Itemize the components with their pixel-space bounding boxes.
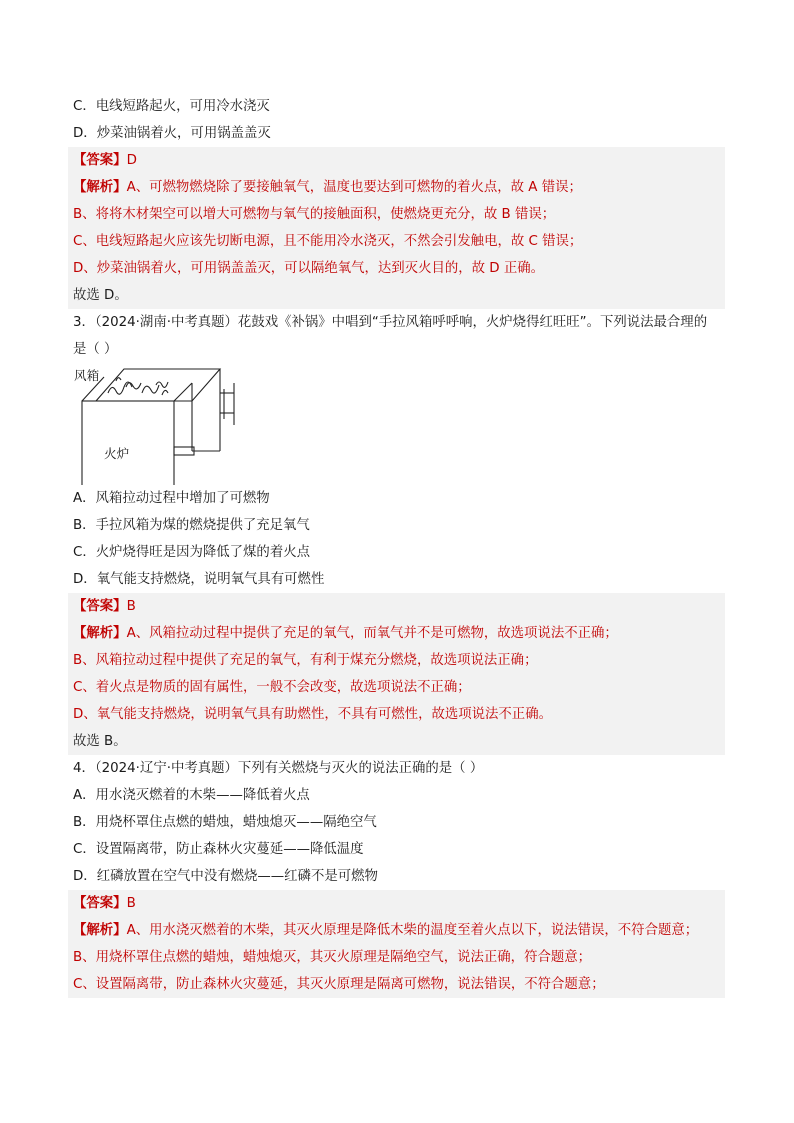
analysis-line: B、将将木材架空可以增大可燃物与氧气的接触面积，使燃烧更充分，故 B 错误； [73,207,556,222]
analysis-tag: 【解析】 [73,180,127,195]
bellows-furnace-figure [72,363,242,485]
q3-option-d: D．氧气能支持燃烧，说明氧气具有可燃性 [73,572,325,587]
q3-stem-line1: 3．（2024·湖南·中考真题）花鼓戏《补锅》中唱到“手拉风箱呼呼响，火炉烧得红旺旺”。下列说法最合理的 [73,315,708,330]
q3-option-c: C．火炉烧得旺是因为降低了煤的着火点 [73,545,310,560]
analysis-line: A、风箱拉动过程中提供了充足的氧气，而氧气并不是可燃物，故选项说法不正确； [126,626,618,641]
analysis-line: D、炒菜油锅着火，可用锅盖盖灭，可以隔绝氧气，达到灭火目的，故 D 正确。 [73,261,545,276]
q4-answer-block [68,890,725,998]
analysis-line: C、设置隔离带，防止森林火灾蔓延，其灭火原理是隔离可燃物，说法错误，不符合题意； [73,977,605,992]
q2-option-d: D．炒菜油锅着火，可用锅盖盖灭 [73,126,271,141]
q3-option-b: B．手拉风箱为煤的燃烧提供了充足氧气 [73,518,310,533]
analysis-line: C、着火点是物质的固有属性，一般不会改变，故选项说法不正确； [73,680,471,695]
analysis-line: D、氧气能支持燃烧，说明氧气具有助燃性，不具有可燃性，故选项说法不正确。 [73,707,552,722]
document-page [70,93,723,998]
conclusion: 故选 B。 [73,734,127,749]
q3-option-a: A．风箱拉动过程中增加了可燃物 [73,491,270,506]
q4-option-d: D．红磷放置在空气中没有燃烧——红磷不是可燃物 [73,869,378,884]
q3-answer-block [68,593,725,755]
analysis-tag: 【解析】 [73,923,127,938]
answer-tag: 【答案】 [73,153,127,168]
q3-stem-line2: 是（ ） [73,342,118,357]
analysis-line: C、电线短路起火应该先切断电源，且不能用冷水浇灭，不然会引发触电，故 C 错误； [73,234,583,249]
answer-value: B [126,599,136,614]
bellows-label: 风箱 [74,368,100,383]
analysis-line: B、用烧杯罩住点燃的蜡烛，蜡烛熄灭，其灭火原理是隔绝空气，说法正确，符合题意； [73,950,592,965]
answer-value: B [126,896,136,911]
analysis-tag: 【解析】 [73,626,127,641]
q4-option-a: A．用水浇灭燃着的木柴——降低着火点 [73,788,310,803]
conclusion: 故选 D。 [73,288,128,303]
answer-tag: 【答案】 [73,896,127,911]
analysis-line: A、可燃物燃烧除了要接触氧气，温度也要达到可燃物的着火点，故 A 错误； [126,180,582,195]
q4-option-c: C．设置隔离带，防止森林火灾蔓延——降低温度 [73,842,364,857]
furnace-label: 火炉 [104,446,130,461]
answer-value: D [126,153,137,168]
q2-answer-block [68,147,725,309]
analysis-line: A、用水浇灭燃着的木柴，其灭火原理是降低木柴的温度至着火点以下，说法错误，不符合题意； [126,923,699,938]
q2-option-c: C．电线短路起火，可用冷水浇灭 [73,99,270,114]
q4-option-b: B．用烧杯罩住点燃的蜡烛，蜡烛熄灭——隔绝空气 [73,815,377,830]
q4-stem: 4．（2024·辽宁·中考真题）下列有关燃烧与灭火的说法正确的是（ ） [73,761,484,776]
answer-tag: 【答案】 [73,599,127,614]
analysis-line: B、风箱拉动过程中提供了充足的氧气，有利于煤充分燃烧，故选项说法正确； [73,653,538,668]
